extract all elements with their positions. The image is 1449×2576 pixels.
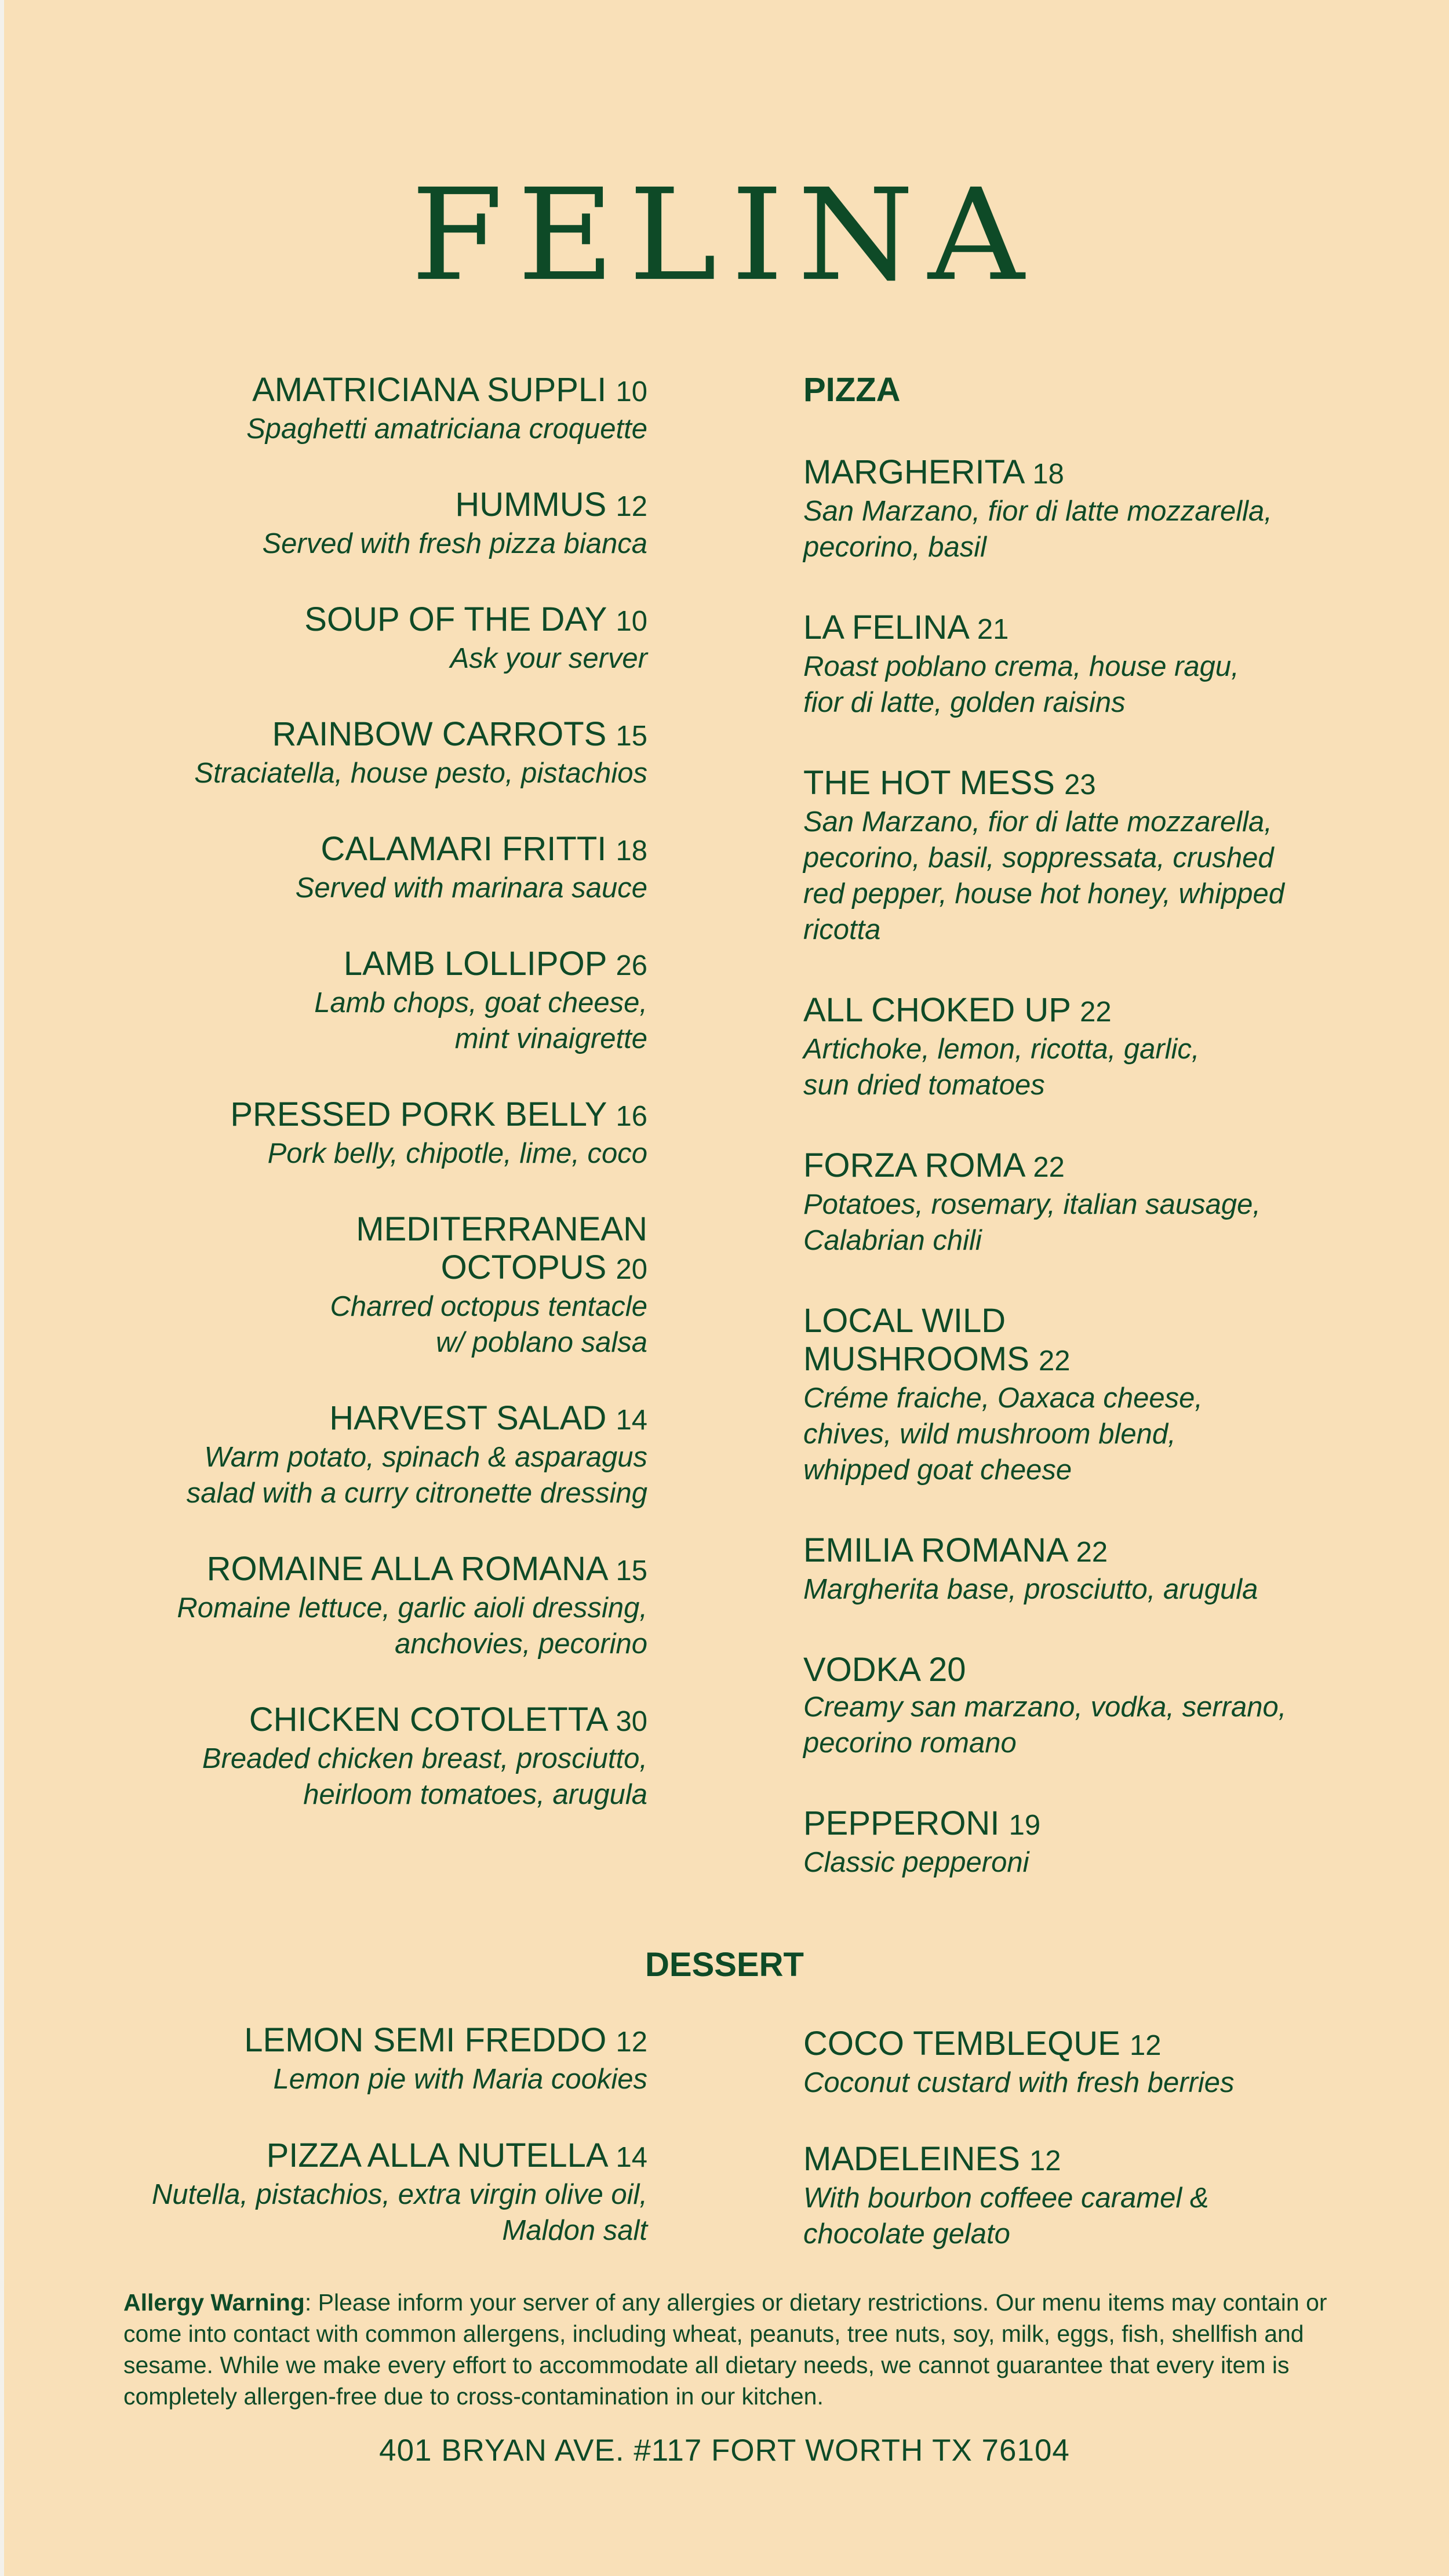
menu-item-description: Served with fresh pizza bianca (262, 528, 647, 559)
menu-item (104, 945, 647, 1057)
menu-item-description: chives, wild mushroom blend, (803, 1418, 1176, 1450)
menu-item-description: whipped goat cheese (803, 1454, 1072, 1486)
menu-item-description: mint vinaigrette (454, 1023, 647, 1054)
menu-item-description: Classic pepperoni (803, 1847, 1029, 1878)
menu-item-title: CHICKEN COTOLETTA (249, 1701, 607, 1738)
menu-item (104, 1210, 647, 1360)
menu-item-name (104, 1399, 647, 1439)
pizza-list (803, 453, 1354, 1880)
menu-item-price: 15 (616, 1555, 647, 1587)
menu-item-name-line: MEDITERRANEAN (356, 1210, 647, 1248)
menu-item-description: Calabrian chili (803, 1225, 982, 1256)
menu-item-description: salad with a curry citronette dressing (186, 1478, 647, 1509)
menu-item-description: w/ poblano salsa (435, 1327, 647, 1358)
menu-item-description: heirloom tomatoes, arugula (303, 1779, 647, 1810)
menu-item-price: 10 (616, 606, 647, 637)
menu-item-title: LA FELINA (803, 609, 968, 646)
menu-item-description: With bourbon coffeee caramel & (803, 2182, 1209, 2214)
menu-item-description: pecorino, basil, soppressata, crushed (803, 842, 1274, 874)
menu-item (803, 1147, 1354, 1258)
menu-item-price: 10 (616, 376, 647, 407)
menu-item-description: chocolate gelato (803, 2218, 1010, 2250)
menu-item-description: fior di latte, golden raisins (803, 687, 1126, 718)
menu-item-title: PIZZA ALLA NUTELLA (266, 2137, 607, 2174)
menu-item-name (803, 2025, 1354, 2065)
menu-item (104, 2021, 647, 2097)
menu-item-description: Served with marinara sauce (295, 872, 647, 904)
menu-item-name (104, 1096, 647, 1136)
menu-item-description: Lamb chops, goat cheese, (314, 987, 647, 1018)
menu-item (803, 2140, 1354, 2252)
left-edge-strip (0, 0, 4, 2576)
menu-item-title: MADELEINES (803, 2140, 1020, 2178)
menu-item-title: PRESSED PORK BELLY (230, 1096, 607, 1133)
menu-item-description: Pork belly, chipotle, lime, coco (267, 1138, 647, 1169)
pizza-heading: PIZZA (803, 371, 901, 409)
menu-item-title: LEMON SEMI FREDDO (244, 2021, 607, 2059)
menu-item-description: pecorino romano (803, 1727, 1017, 1759)
menu-item (104, 1550, 647, 1662)
allergy-warning (123, 2287, 1329, 2412)
menu-item-description: San Marzano, fior di latte mozzarella, (803, 806, 1272, 838)
menu-item-price: 16 (616, 1101, 647, 1132)
menu-item-title: THE HOT MESS (803, 764, 1055, 802)
menu-item-description: sun dried tomatoes (803, 1069, 1045, 1101)
menu-item-title: CALAMARI FRITTI (321, 830, 607, 868)
dessert-heading: DESSERT (645, 1946, 804, 1984)
menu-item-price: 12 (1029, 2145, 1061, 2177)
menu-item-price: 14 (616, 1405, 647, 1436)
menu-item-name (104, 371, 647, 411)
menu-item (104, 371, 647, 447)
menu-item-title: VODKA 20 (803, 1651, 966, 1689)
menu-item-description: Straciatella, house pesto, pistachios (194, 758, 647, 789)
menu-item (803, 991, 1354, 1103)
menu-item-name-line: OCTOPUS (440, 1249, 607, 1286)
menu-item-price: 22 (1039, 1345, 1071, 1377)
menu-item (104, 830, 647, 906)
menu-item-price: 22 (1033, 1152, 1065, 1183)
menu-item-description: Maldon salt (502, 2215, 647, 2246)
restaurant-address: 401 BRYAN AVE. #117 FORT WORTH TX 76104 (379, 2433, 1070, 2468)
menu-item-name (104, 601, 647, 641)
menu-item-title: HARVEST SALAD (329, 1399, 607, 1437)
menu-item-title: FORZA ROMA (803, 1147, 1024, 1184)
menu-item-description: red pepper, house hot honey, whipped (803, 878, 1285, 909)
dessert-right-column (803, 2025, 1354, 2291)
menu-item-name (803, 609, 1354, 649)
menu-item-price: 19 (1009, 1810, 1041, 1841)
menu-item-description: Creamy san marzano, vodka, serrano, (803, 1691, 1287, 1723)
menu-item (803, 1651, 1354, 1761)
menu-item-price: 12 (1129, 2030, 1162, 2061)
menu-item (803, 1302, 1354, 1488)
menu-item-name (803, 764, 1354, 804)
menu-item-title: AMATRICIANA SUPPLI (252, 371, 607, 409)
menu-item (104, 486, 647, 562)
menu-item-description: Spaghetti amatriciana croquette (246, 413, 647, 445)
menu-item (803, 2025, 1354, 2101)
menu-item-name (104, 486, 647, 526)
menu-item-description: Nutella, pistachios, extra virgin olive oil, (151, 2179, 647, 2210)
menu-item-name (104, 1210, 647, 1289)
menu-item (803, 1531, 1354, 1607)
menu-item-name (104, 945, 647, 985)
menu-item-description: Lemon pie with Maria cookies (273, 2064, 647, 2095)
menu-item (803, 1804, 1354, 1880)
menu-item-price: 20 (616, 1254, 647, 1285)
menu-item-description: Warm potato, spinach & asparagus (204, 1442, 647, 1473)
menu-item-price: 22 (1076, 1537, 1108, 1568)
menu-item-name (803, 1302, 1354, 1380)
menu-item-title: ROMAINE ALLA ROMANA (206, 1550, 607, 1588)
menu-item-description: Artichoke, lemon, ricotta, garlic, (803, 1034, 1200, 1065)
dessert-left-column (104, 2021, 647, 2288)
menu-item-description: Coconut custard with fresh berries (803, 2067, 1235, 2098)
menu-item-name (104, 2021, 647, 2061)
menu-item (803, 453, 1354, 565)
menu-item-description: Romaine lettuce, garlic aioli dressing, (177, 1592, 647, 1624)
menu-item-name-line: LOCAL WILD (803, 1302, 1006, 1340)
menu-item-description: pecorino, basil (803, 532, 986, 563)
menu-item-name (104, 1550, 647, 1590)
menu-item-name (803, 1531, 1354, 1571)
menu-item-price: 18 (616, 835, 647, 867)
menu-item-name (104, 830, 647, 870)
menu-item-name (104, 1701, 647, 1741)
menu-item-description: anchovies, pecorino (395, 1628, 647, 1660)
menu-item-description: Ask your server (450, 643, 647, 674)
pizza-column (803, 371, 1354, 1924)
menu-item-name-line: MUSHROOMS (803, 1340, 1029, 1378)
menu-item-price: 15 (616, 721, 647, 752)
menu-item (803, 764, 1354, 948)
menu-item (803, 609, 1354, 721)
menu-item (104, 601, 647, 676)
menu-item-price: 26 (616, 950, 647, 981)
menu-item-name (104, 2137, 647, 2177)
menu-item (104, 1096, 647, 1171)
menu-item-title: RAINBOW CARROTS (272, 715, 607, 753)
menu-item-description: San Marzano, fior di latte mozzarella, (803, 496, 1272, 527)
menu-item-title: SOUP OF THE DAY (304, 601, 607, 638)
menu-item-description: Charred octopus tentacle (330, 1291, 647, 1322)
menu-item (104, 1399, 647, 1511)
menu-item-name (803, 1651, 1354, 1689)
menu-item-name (803, 1804, 1354, 1844)
allergy-text: : Please inform your server of any allergies or dietary restrictions. Our menu items may contain or come into contact with common allergens, including wheat, peanuts, tree nuts, soy, milk, eggs, fish, shellfish and sesame. While we make every effort to accommodate all dietary needs, we cannot guarantee that every item is completely allergen-free due to cross-contamination in our kitchen. (123, 2289, 1327, 2410)
menu-item-name (803, 2140, 1354, 2180)
menu-item-title: ALL CHOKED UP (803, 991, 1071, 1029)
menu-item-price: 18 (1032, 459, 1064, 490)
menu-item-price: 23 (1064, 769, 1096, 801)
menu-item-price: 22 (1080, 996, 1112, 1028)
allergy-label: Allergy Warning (123, 2289, 305, 2316)
menu-item (104, 1701, 647, 1813)
menu-item-description: Breaded chicken breast, prosciutto, (202, 1743, 647, 1774)
menu-item-name (104, 715, 647, 755)
menu-item-description: Créme fraiche, Oaxaca cheese, (803, 1382, 1203, 1414)
menu-item-title: LAMB LOLLIPOP (343, 945, 607, 983)
menu-item-description: Margherita base, prosciutto, arugula (803, 1574, 1258, 1605)
menu-item-description: ricotta (803, 914, 881, 945)
menu-item (104, 2137, 647, 2248)
menu-item-title: COCO TEMBLEQUE (803, 2025, 1120, 2062)
menu-item-title: HUMMUS (455, 486, 607, 523)
menu-item-title: MARGHERITA (803, 453, 1024, 491)
menu-item-name (803, 1147, 1354, 1187)
menu-item-name (803, 453, 1354, 493)
menu-item (104, 715, 647, 791)
menu-item-title: PEPPERONI (803, 1804, 1000, 1842)
menu-item-price: 30 (616, 1706, 647, 1737)
menu-item-price: 12 (616, 491, 647, 522)
restaurant-logo: FELINA (410, 162, 1039, 310)
starters-column (104, 371, 647, 1851)
menu-item-price: 21 (977, 614, 1009, 645)
menu-item-price: 14 (616, 2142, 647, 2173)
menu-item-title: EMILIA ROMANA (803, 1531, 1067, 1569)
menu-item-price: 12 (616, 2026, 647, 2058)
menu-item-name (803, 991, 1354, 1031)
menu-item-description: Potatoes, rosemary, italian sausage, (803, 1189, 1261, 1220)
menu-item-description: Roast poblano crema, house ragu, (803, 651, 1239, 682)
